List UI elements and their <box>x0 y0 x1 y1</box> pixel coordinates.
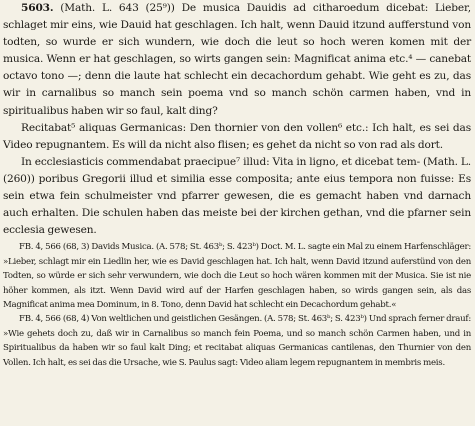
recitabat-paragraph: Recitabat⁵ aliquas Germanicas: Den thornier von den vollen⁶ etc.: Ich halt, es sei das Video repugnantem. Es will da nicht also flisen; es gehet da nicht so von rad als dort. <box>3 121 471 151</box>
footnote-gesaenge: FB. 4, 566 (68, 4) Von weltlichen und geistlichen Gesängen. (A. 578; St. 463ᵇ; S. 423ᵇ) Und sprach ferner drauf: »Wie gehets doch zu, daß wir in Carnalibus so manch fein Poema, und so manch schön Carmen haben, und in Spiritualibus da haben wir so faul kalt Ding; et recitabat aliquas Germanicas cantilenas, den Thurnier von den Vollen. Ich halt, es sei das die Ursache, wie S. Paulus sagt: Video aliam legem repugnantem in membris meis. <box>3 314 471 368</box>
ecclesiasticis-paragraph: In ecclesiasticis commendabat praecipue⁷ illud: Vita in ligno, et dicebat tem- (Math. L. (260)) poribus Gregorii illud et similia esse composita; ante eius tempora non fuisse: Es sein etwa fein schulmeister vnd pfarrer gewesen, die es gemacht haben vnd darnach auch erhalten. Die schulen haben das meiste bei der kirchen gethan, vnd die pfarner sein ecclesia gewesen. <box>3 155 471 237</box>
footnotes <box>3 240 471 370</box>
entry-number: 5603. <box>21 2 54 14</box>
paragraph-text: (Math. L. 643 (25⁹)) De musica Dauidis ad citharoedum dicebat: Lieber, schlaget mir eins, wie Dauid hat geschlagen. Ich halt, wenn Dauid itzund aufferstund von todten, so wurde er sich wundern, wie doch die leut so hoch weren komen mit der musica. Wenn er hat geschlagen, so wirts gangen sein: Magnificat anima etc.⁴ — canebat octavo tono —; denn die laute hat schlecht ein decachordum gehabt. Wie geht es zu, das wir in carnalibus so manch sein poema vnd so manch schön carmen haben, vnd in spiritualibus haben wir so faul, kalt ding? <box>3 2 471 117</box>
entry-paragraph <box>3 0 471 120</box>
footnote-davids-musica: FB. 4, 566 (68, 3) Davids Musica. (A. 578; St. 463ᵇ; S. 423ᵇ) Doct. M. L. sagte ein Mal zu einem Harfenschläger: »Lieber, schlagt mir ein Liedlin her, wie es David geschlagen hat. Ich halt, wenn David itzund auferstünd von den Todten, so würde er sich sehr verwundern, wie doch die Leut so hoch wären kommen mit der Musica. Sie ist nie höher kommen, als itzt. Wenn David wird auf der Harfen geschlagen haben, so wirds gangen sein, als das Magnificat anima mea Dominum, in 8. Tono, denn David hat schlecht ein Decachordum gehabt.« <box>3 242 471 310</box>
